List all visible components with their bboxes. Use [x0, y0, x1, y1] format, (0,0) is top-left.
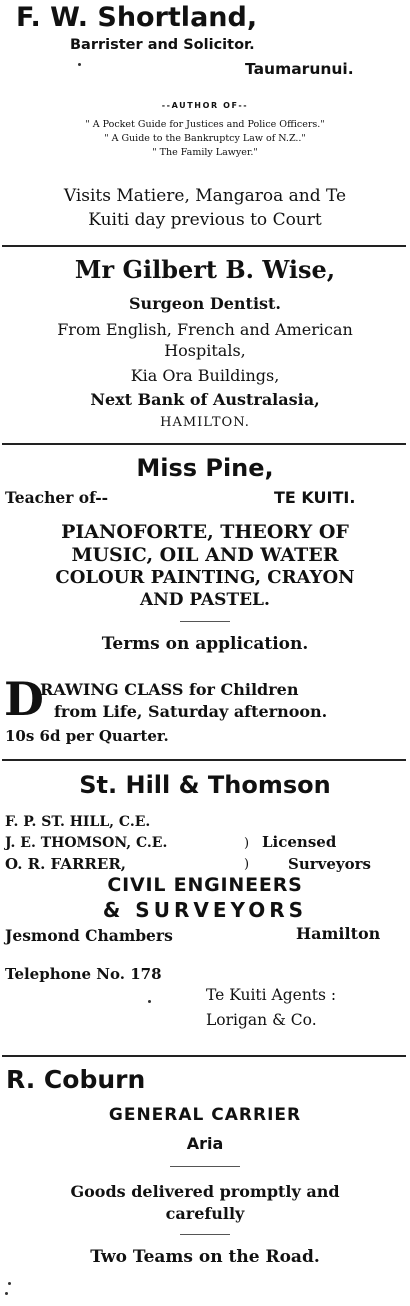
sthill-profession-1: CIVIL ENGINEERS: [107, 874, 303, 896]
pine-subjects-line-1: PIANOFORTE, THEORY OF: [61, 521, 349, 543]
short-rule: [180, 621, 230, 622]
pine-name: Miss Pine,: [136, 454, 274, 482]
sthill-profession-2: & SURVEYORS: [102, 898, 308, 922]
pine-drawing-line-2: from Life, Saturday afternoon.: [54, 702, 328, 721]
divider-rule: [2, 245, 406, 247]
sthill-partner-3: O. R. FARRER,: [5, 855, 127, 873]
shortland-work-2: " A Guide to the Bankruptcy Law of N.Z..": [104, 133, 306, 144]
print-speck: [5, 1292, 8, 1295]
short-rule: [180, 1234, 230, 1235]
sthill-surveyors: Surveyors: [288, 855, 371, 873]
pine-subjects-line-4: AND PASTEL.: [140, 590, 270, 610]
shortland-visits-line-1: Visits Matiere, Mangaroa and Te: [63, 186, 347, 206]
sthill-partner-1: F. P. ST. HILL, C.E.: [5, 814, 151, 830]
shortland-town: Taumarunui.: [245, 60, 354, 78]
wise-title: Surgeon Dentist.: [129, 294, 281, 313]
coburn-place: Aria: [186, 1134, 224, 1153]
divider-rule: [2, 443, 406, 445]
sthill-agents-2: Lorigan & Co.: [206, 1011, 317, 1029]
sthill-city: Hamilton: [296, 924, 381, 943]
author-heading: --AUTHOR OF--: [161, 101, 249, 110]
pine-subjects-line-2: MUSIC, OIL AND WATER: [71, 544, 339, 566]
print-speck: [78, 63, 81, 66]
brace-glyph: ): [244, 857, 250, 872]
shortland-name: F. W. Shortland,: [16, 2, 258, 33]
pine-teacher: Teacher of--: [5, 488, 109, 507]
pine-drawing-line-1: RAWING CLASS for Children: [40, 680, 299, 699]
shortland-work-1: " A Pocket Guide for Justices and Police Officers.": [85, 119, 325, 130]
shortland-work-3: " The Family Lawyer.": [152, 147, 258, 158]
sthill-telephone: Telephone No. 178: [5, 965, 162, 983]
print-speck: [8, 1282, 11, 1285]
short-rule: [170, 1166, 240, 1167]
sthill-licensed: Licensed: [262, 833, 337, 851]
pine-terms: Terms on application.: [101, 634, 309, 654]
sthill-partner-2: J. E. THOMSON, C.E.: [5, 835, 168, 851]
drawing-drop-cap: D: [4, 672, 44, 726]
shortland-title: Barrister and Solicitor.: [70, 37, 255, 53]
wise-line-4: Next Bank of Australasia,: [90, 390, 320, 409]
coburn-trade: GENERAL CARRIER: [108, 1105, 302, 1125]
print-speck: [148, 1000, 151, 1003]
brace-glyph: ): [244, 836, 250, 851]
wise-line-1: From English, French and American: [57, 320, 353, 339]
coburn-teams: Two Teams on the Road.: [90, 1247, 320, 1267]
pine-subjects-line-3: COLOUR PAINTING, CRAYON: [55, 567, 355, 588]
wise-line-5: HAMILTON.: [160, 415, 250, 430]
coburn-goods-line-1: Goods delivered promptly and: [70, 1182, 340, 1201]
pine-drawing-line-3: 10s 6d per Quarter.: [5, 727, 169, 745]
shortland-visits-line-2: Kuiti day previous to Court: [88, 210, 322, 230]
sthill-chambers: Jesmond Chambers: [5, 926, 173, 945]
sthill-agents-1: Te Kuiti Agents :: [206, 986, 337, 1004]
pine-town: TE KUITI.: [274, 488, 356, 507]
wise-line-3: Kia Ora Buildings,: [130, 366, 280, 385]
divider-rule: [2, 759, 406, 761]
divider-rule: [2, 1055, 406, 1057]
coburn-goods-line-2: carefully: [165, 1204, 245, 1223]
sthill-name: St. Hill & Thomson: [79, 771, 331, 799]
wise-name: Mr Gilbert B. Wise,: [74, 255, 336, 284]
coburn-name: R. Coburn: [6, 1065, 146, 1094]
wise-line-2: Hospitals,: [164, 341, 246, 360]
